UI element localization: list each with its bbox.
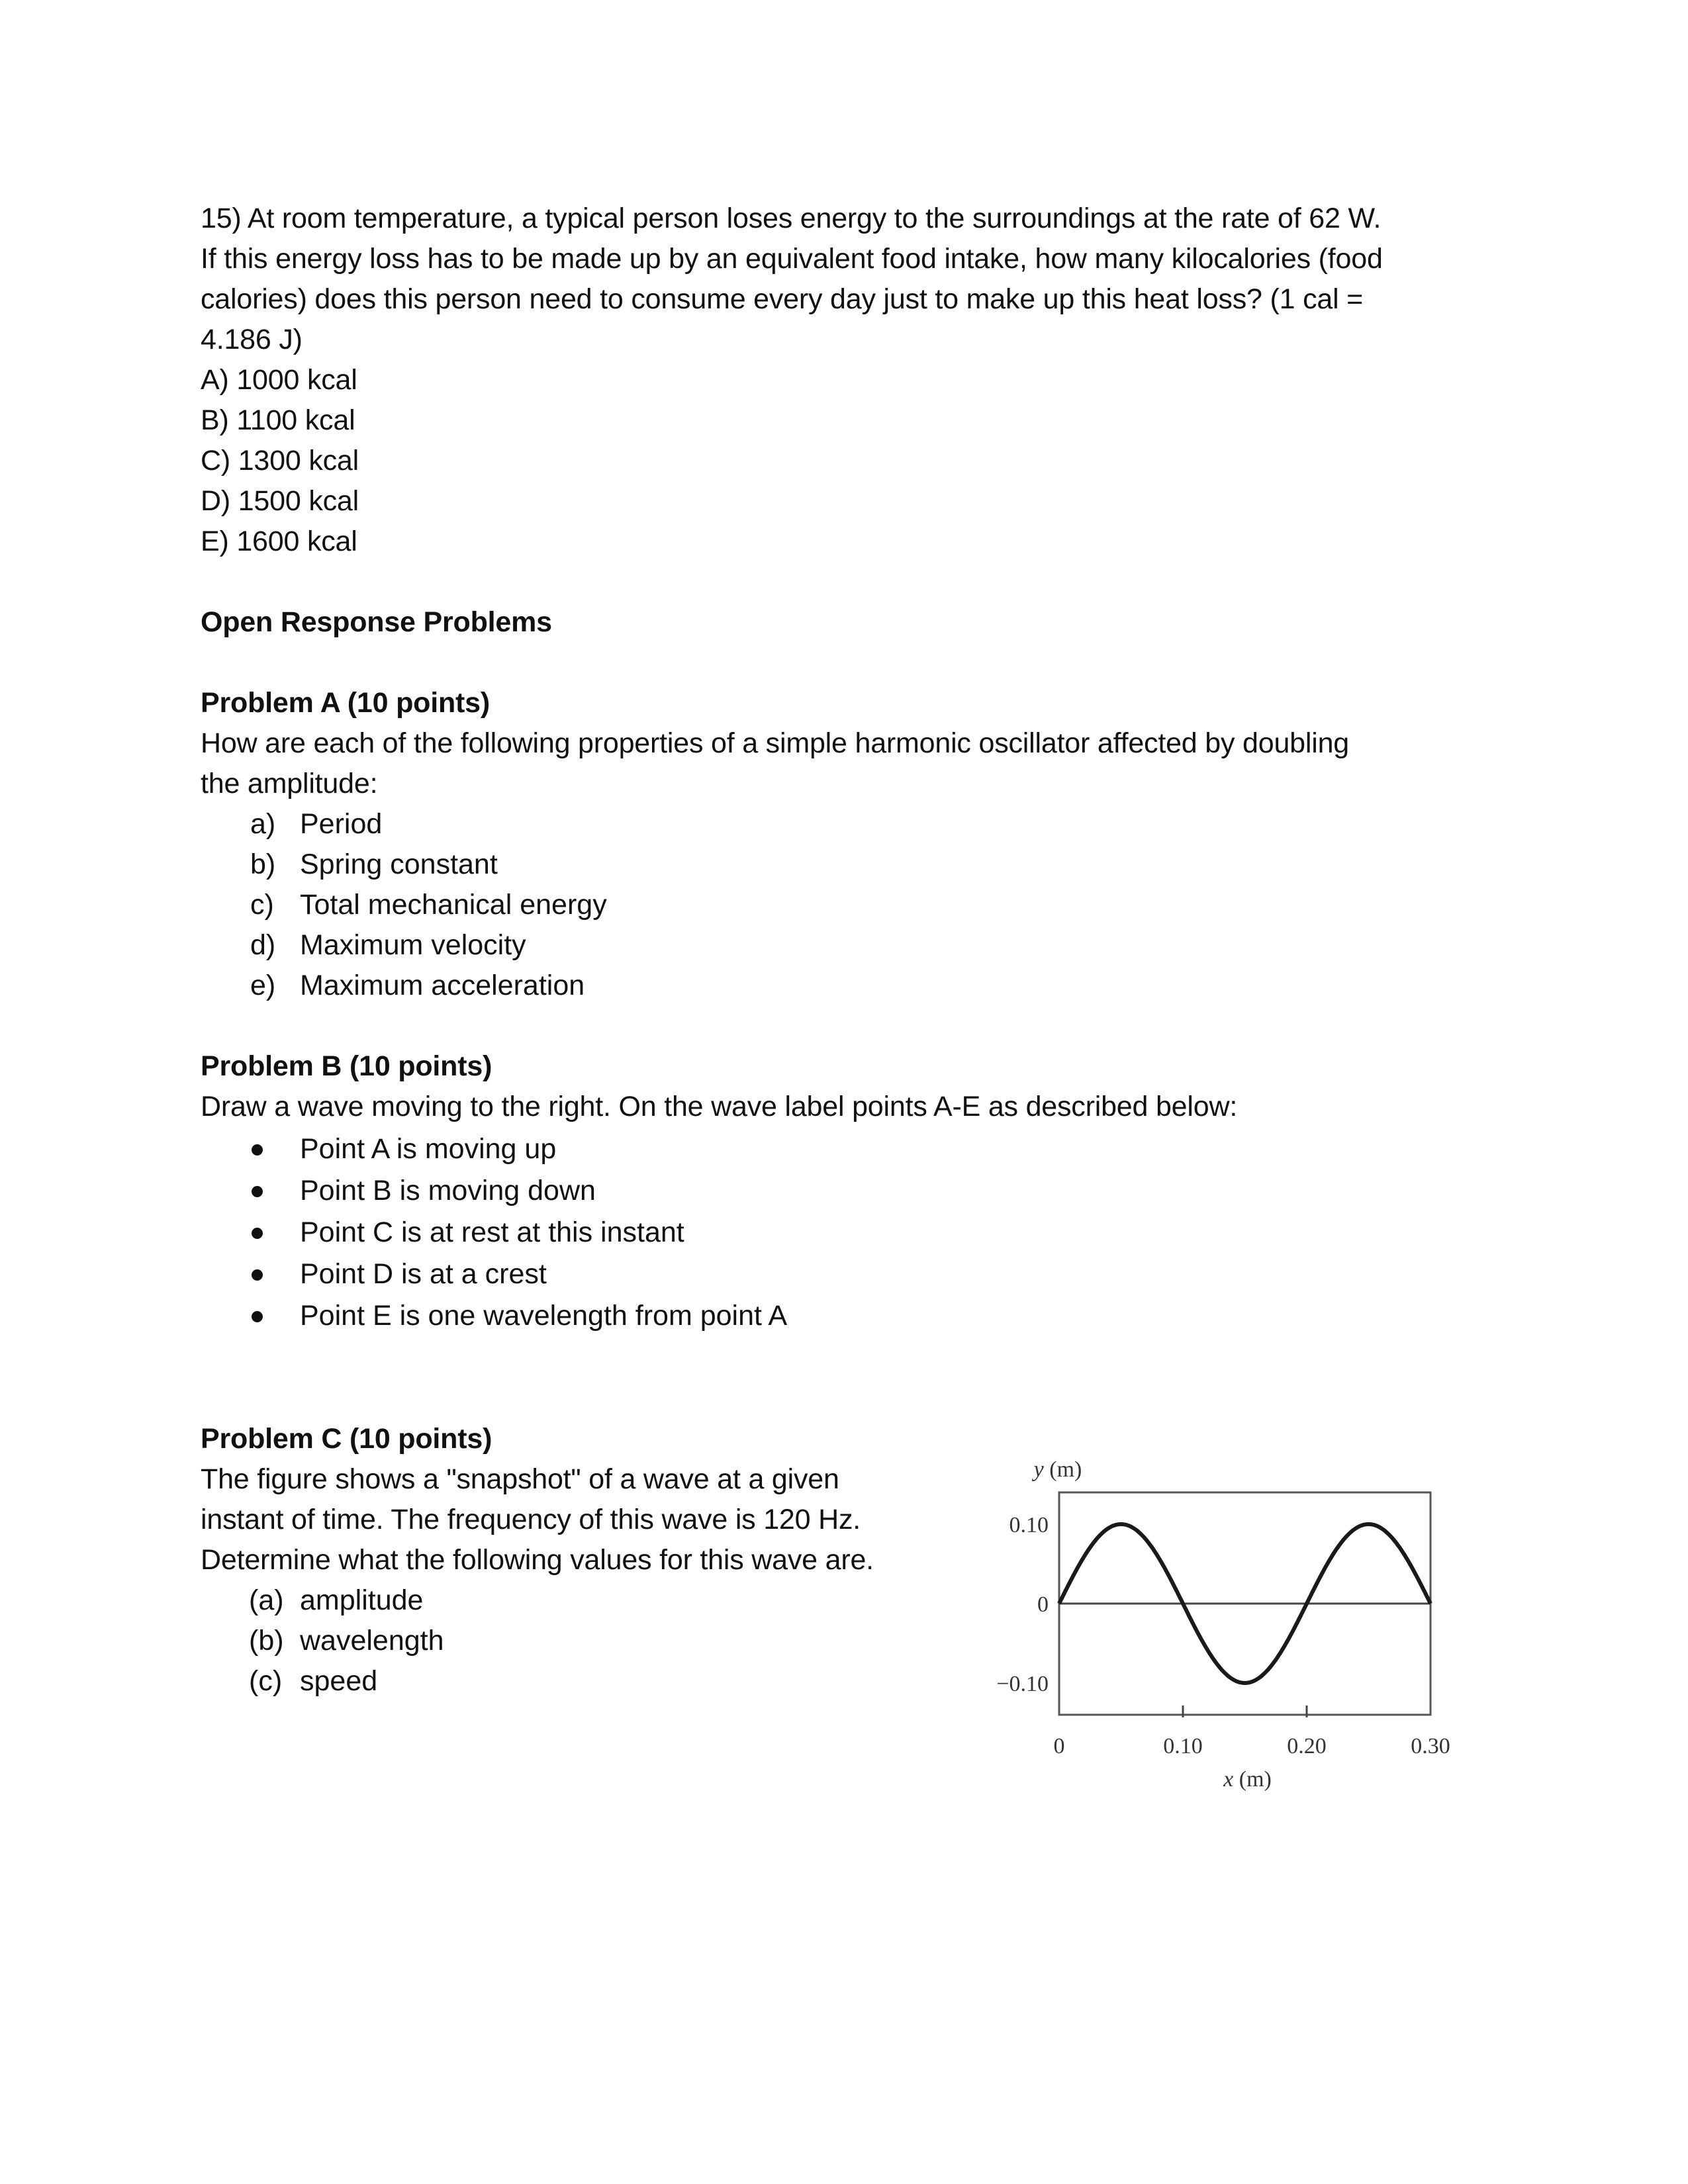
bullet-text: Point E is one wavelength from point A bbox=[300, 1300, 788, 1332]
y-tick-label: 0 bbox=[1037, 1592, 1049, 1617]
bullet-text: Point D is at a crest bbox=[300, 1258, 547, 1290]
question-15-text-line: calories) does this person need to consume every day just to make up this heat loss? (1 cal = bbox=[201, 283, 1364, 315]
problem-b-text-line: Draw a wave moving to the right. On the wave label points A-E as described below: bbox=[201, 1091, 1238, 1122]
list-item-text: Maximum acceleration bbox=[300, 970, 585, 1001]
question-15-text-line: If this energy loss has to be made up by an equivalent food intake, how many kilocalories (food bbox=[201, 243, 1383, 275]
choice-a: A) 1000 kcal bbox=[201, 364, 357, 396]
choice-d: D) 1500 kcal bbox=[201, 485, 359, 517]
x-tick-label: 0.20 bbox=[1287, 1734, 1327, 1758]
problem-c-title: Problem C (10 points) bbox=[201, 1423, 492, 1455]
problem-a-text-line: the amplitude: bbox=[201, 768, 378, 799]
list-marker: a) bbox=[250, 808, 276, 840]
problem-b-title: Problem B (10 points) bbox=[201, 1050, 492, 1082]
y-tick-label: −0.10 bbox=[996, 1672, 1049, 1696]
list-marker: (a) bbox=[249, 1584, 284, 1616]
list-item-text: Maximum velocity bbox=[300, 929, 526, 961]
bullet-text: Point B is moving down bbox=[300, 1175, 596, 1206]
list-marker: e) bbox=[250, 970, 276, 1001]
list-item-text: Total mechanical energy bbox=[300, 889, 607, 921]
choice-c: C) 1300 kcal bbox=[201, 445, 359, 477]
bullet-text: Point A is moving up bbox=[300, 1133, 557, 1165]
list-marker: b) bbox=[250, 848, 276, 880]
problem-c-text-line: instant of time. The frequency of this wave is 120 Hz. bbox=[201, 1504, 861, 1535]
y-tick-label: 0.10 bbox=[1009, 1513, 1049, 1537]
list-marker: c) bbox=[250, 889, 274, 921]
list-item-text: wavelength bbox=[300, 1625, 444, 1657]
x-tick-label: 0.30 bbox=[1411, 1734, 1450, 1758]
choice-b: B) 1100 kcal bbox=[201, 404, 355, 436]
list-marker: (c) bbox=[249, 1665, 283, 1697]
y-axis-label: y (m) bbox=[1033, 1457, 1082, 1482]
problem-c-text-line: Determine what the following values for this wave are. bbox=[201, 1544, 874, 1576]
problem-c-text-line: The figure shows a "snapshot" of a wave at a given bbox=[201, 1463, 839, 1495]
x-axis-label: x (m) bbox=[1223, 1767, 1272, 1792]
list-item-text: amplitude bbox=[300, 1584, 424, 1616]
problem-a-title: Problem A (10 points) bbox=[201, 687, 490, 719]
list-item-text: Period bbox=[300, 808, 383, 840]
list-marker: (b) bbox=[249, 1625, 284, 1657]
bullet-text: Point C is at rest at this instant bbox=[300, 1216, 684, 1248]
problem-a-text-line: How are each of the following properties of a simple harmonic oscillator affected by doubling bbox=[201, 727, 1350, 759]
list-item-text: speed bbox=[300, 1665, 378, 1697]
x-tick-label: 0.10 bbox=[1163, 1734, 1203, 1758]
list-marker: d) bbox=[250, 929, 276, 961]
section-heading: Open Response Problems bbox=[201, 606, 552, 638]
question-15-text-line: 15) At room temperature, a typical person loses energy to the surroundings at the rate of 62 W. bbox=[201, 203, 1382, 234]
question-15-text-line: 4.186 J) bbox=[201, 324, 303, 355]
x-tick-label: 0 bbox=[1053, 1734, 1065, 1758]
list-item-text: Spring constant bbox=[300, 848, 498, 880]
choice-e: E) 1600 kcal bbox=[201, 525, 357, 557]
